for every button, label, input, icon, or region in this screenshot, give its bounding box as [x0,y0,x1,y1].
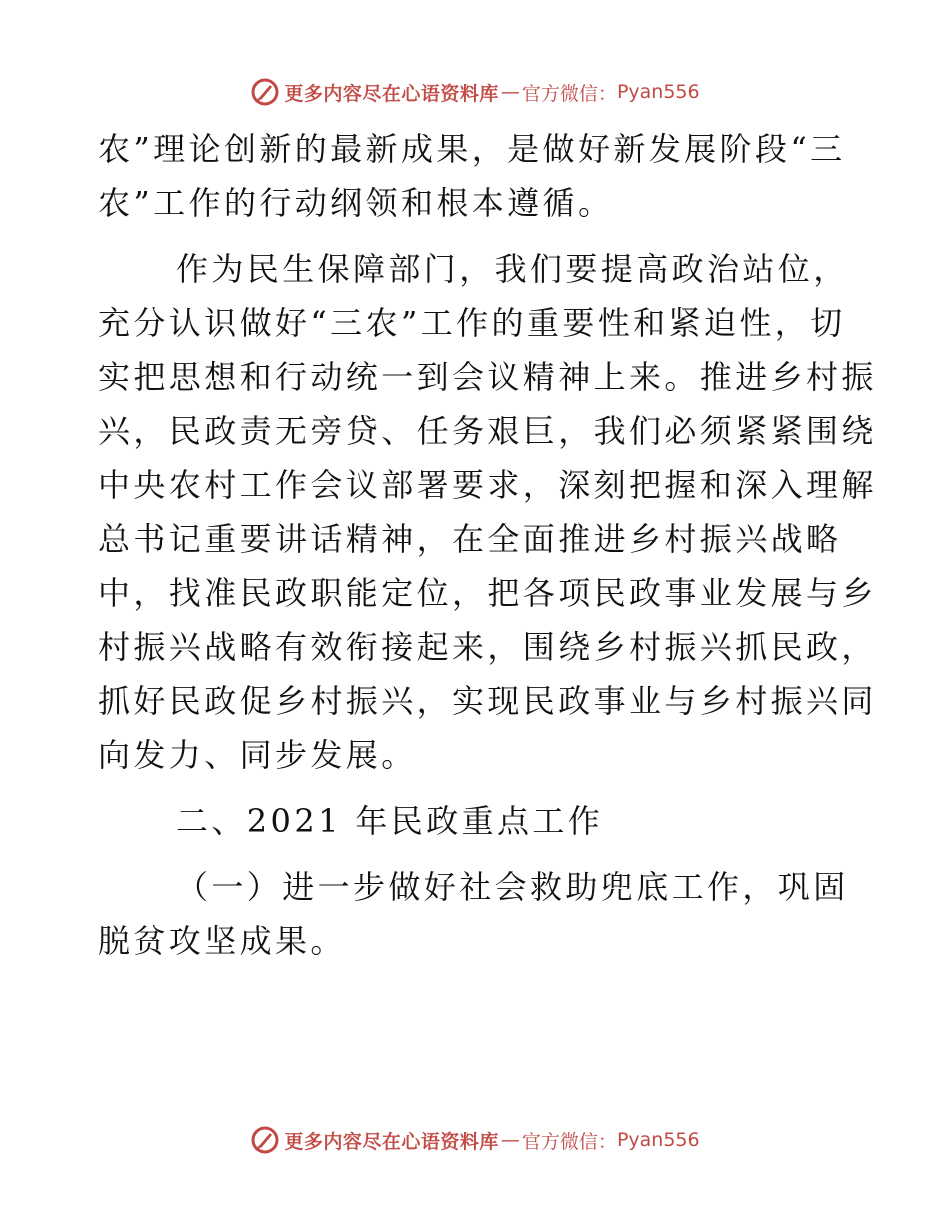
text-line: 抓好民政促乡村振兴，实现民政事业与乡村振兴同 [98,682,877,720]
text-line: 总书记重要讲话精神，在全面推进乡村振兴战略 [98,520,842,558]
text-line: 脱贫攻坚成果。 [98,922,346,960]
paragraph-4 [98,860,858,968]
text-line: 作为民生保障部门，我们要提高政治站位， [176,250,849,288]
watermark-wechat-id: Pyan556 [616,1129,700,1151]
watermark-dash: — [500,1129,520,1151]
footer-watermark [0,1120,950,1160]
text-line: 村振兴战略有效衔接起来，围绕乡村振兴抓民政， [98,628,877,666]
watermark-sub-text: 官方微信： [521,1130,617,1153]
text-line: 中，找准民政职能定位，把各项民政事业发展与乡 [98,574,877,612]
feather-circle-icon [250,77,280,107]
text-line: 农”理论创新的最新成果，是做好新发展阶段“三 [98,130,846,168]
text-line: 农”工作的行动纲领和根本遵循。 [98,184,614,222]
document-body [98,122,877,980]
text-line: 充分认识做好“三农”工作的重要性和紧迫性，切 [98,304,846,342]
watermark-main-text: 更多内容尽在心语资料库 [284,1130,499,1153]
watermark-main-text: 更多内容尽在心语资料库 [284,82,499,105]
watermark-dash: — [500,81,520,103]
text-line: 中央农村工作会议部署要求，深刻把握和深入理解 [98,466,877,504]
paragraph-2 [98,242,877,782]
header-watermark [0,72,950,112]
text-line: 向发力、同步发展。 [98,736,417,774]
heading-line: 二、2021 年民政重点工作 [176,802,604,840]
section-heading [98,794,858,848]
watermark-wechat-id: Pyan556 [616,81,700,103]
text-line: 实把思想和行动统一到会议精神上来。推进乡村振 [98,358,877,396]
feather-circle-icon [250,1125,280,1155]
paragraph-1 [98,122,858,230]
text-line: （一）进一步做好社会救助兜底工作，巩固 [176,868,849,906]
watermark-sub-text: 官方微信： [521,82,617,105]
text-line: 兴，民政责无旁贷、任务艰巨，我们必须紧紧围绕 [98,412,877,450]
